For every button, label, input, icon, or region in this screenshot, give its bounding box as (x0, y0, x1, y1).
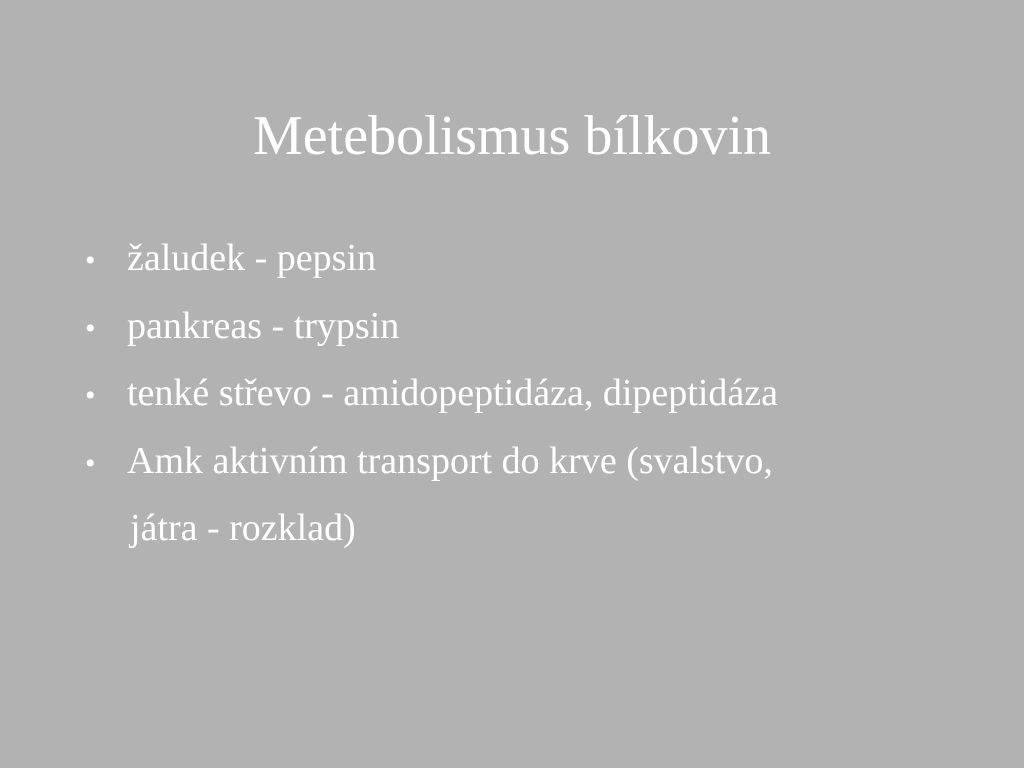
bullet-text: žaludek - pepsin (127, 237, 377, 279)
bullet-text: pankreas - trypsin (127, 304, 400, 347)
bullet-item (85, 294, 985, 362)
bullet-icon: • (85, 446, 96, 480)
bullet-list (85, 226, 985, 561)
bullet-item (85, 226, 985, 294)
bullet-continuation: játra - rozklad) (130, 507, 356, 549)
bullet-item (85, 429, 985, 497)
bullet-icon: • (85, 244, 96, 277)
bullet-icon: • (85, 311, 96, 345)
bullet-text: tenké střevo - amidopeptidáza, dipeptidáza (127, 372, 779, 414)
bullet-text: Amk aktivním transport do krve (svalstvo, (127, 439, 773, 482)
slide-title: Metebolismus bílkovin (253, 105, 771, 167)
bullet-item (85, 361, 985, 429)
bullet-icon: • (85, 379, 96, 412)
